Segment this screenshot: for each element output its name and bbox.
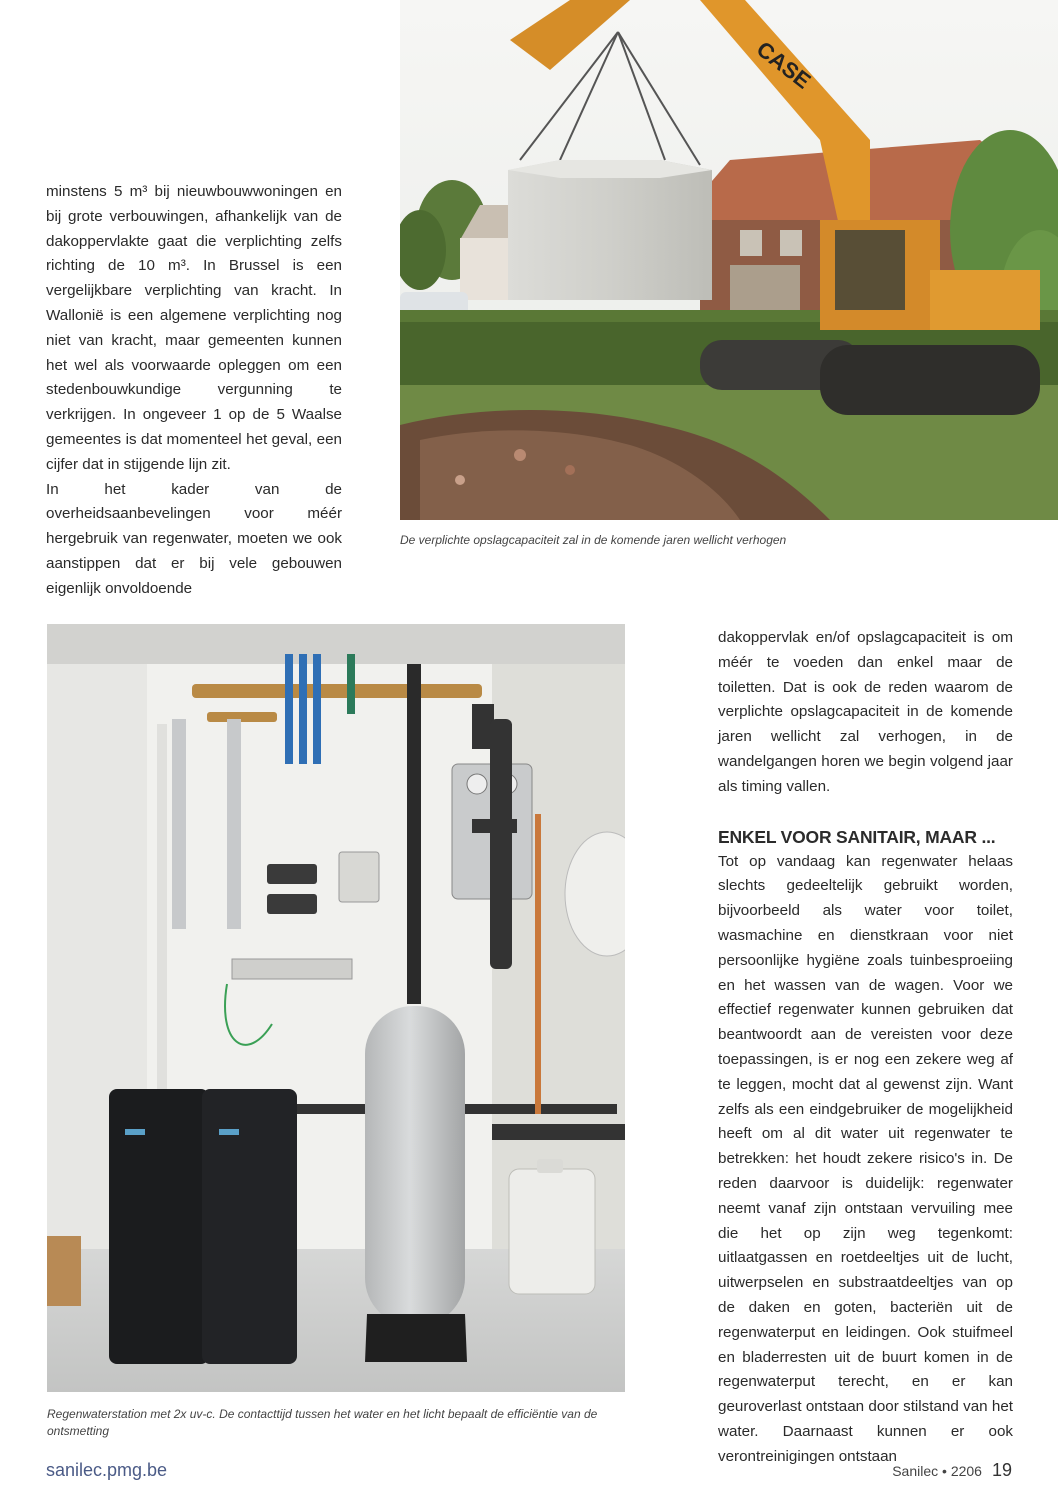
paragraph: minstens 5 m³ bij nieuwbouwwoningen en bij grote verbouwingen, afhankelijk van de dakoppervlakte gaat die verplichting zelfs richting de 10 m³. In Brussel is een vergelijkbare verplichting van kracht. In Wallonië is een algemene verplichting nog niet van kracht, maar gemeenten kunnen het wel als voorwaarde opleggen om een stedenbouwkundige vergunning te verkrijgen. In ongeveer 1 op de 5 Waalse gemeentes is dat momenteel het geval, een cijfer dat in stijgende lijn zit. [46,183,342,473]
article-column-left [46,180,342,602]
photo-rainwater-station [47,624,625,1392]
article-column-right [718,626,1013,1470]
paragraph: Tot op vandaag kan regenwater helaas slechts gedeeltelijk gebruikt worden, bijvoorbeeld als water voor toilet, wasmachine en dienstkraan voor niet persoonlijke hygiëne zoals tuinbesproeiing en het wassen van de wagen. Voor we effectief regenwater kunnen gebruiken dat beantwoordt aan de vereisten voor deze toepassingen, is er nog een zekere weg af te leggen, mocht dat al gewenst zijn. Want zelfs als een eindgebruiker de mogelijkheid heeft om al dit water uit regenwater te betrekken: het houdt zekere risico's in. De reden daarvoor is duidelijk: regenwater neemt vanaf zijn ontstaan vervuiling mee die het op zijn weg tegenkomt: uitlaatgassen en roetdeeltjes uit de lucht, uitwerpselen en substraatdeeltjes van op de daken en goten, bacteriën uit de regenwaterput en leidingen. Ook stuifmeel en bladerresten uit de buurt komen in de regenwaterput terecht, en er kan geuroverlast ontstaan door stilstand van het water. Daarnaast kunnen er ook verontreinigingen ontstaan [718,852,1013,1465]
crane-brand-text: CASE [751,36,816,94]
photo-excavator-tank [400,0,1058,520]
magazine-issue: Sanilec • 2206 [892,1463,982,1479]
paragraph: dakoppervlak en/of opslagcapaciteit is om méér te voeden dan enkel maar de toiletten. Dat is ook de reden waarom de verplichte opslagcapaciteit in de komende jaren wellicht zal verhogen, in de wandelgangen horen we begin volgend jaar als timing vallen. [718,629,1013,795]
section-heading: ENKEL VOOR SANITAIR, MAAR ... [718,826,996,847]
photo-caption: De verplichte opslagcapaciteit zal in de komende jaren wellicht verhogen [400,533,787,547]
footer-website-link[interactable]: sanilec.pmg.be [46,1460,168,1480]
footer-meta [892,1460,1012,1481]
page-number: 19 [991,1460,1012,1480]
photo-caption: Regenwaterstation met 2x uv-c. De contacttijd tussen het water en het licht bepaalt de efficiëntie van de ontsmetting [47,1407,598,1438]
paragraph: In het kader van de overheidsaanbevelingen voor méér hergebruik van regenwater, moeten we ook aanstippen dat er bij vele gebouwen eigenlijk onvoldoende [46,480,342,597]
